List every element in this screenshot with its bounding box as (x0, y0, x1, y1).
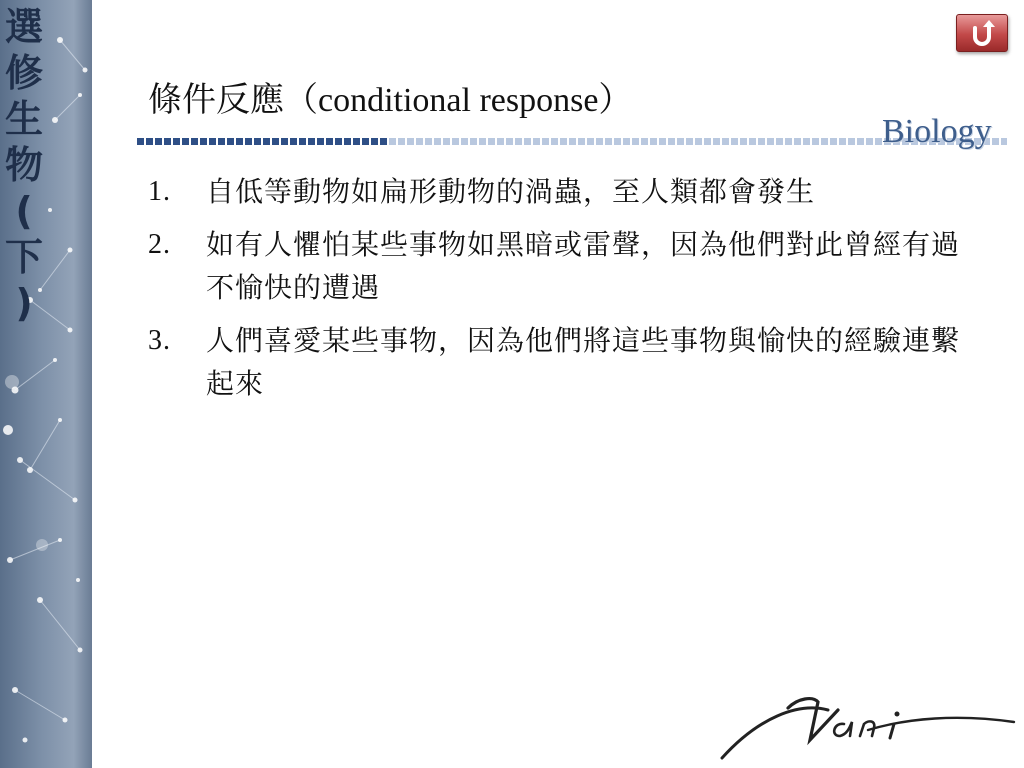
list-item-text: 自低等動物如扁形動物的渦蟲，至人類都會發生 (206, 175, 816, 208)
signature-logo (718, 688, 1018, 764)
list-item (148, 319, 978, 405)
u-turn-arrow-icon (968, 19, 996, 47)
list-item-number: 2. (148, 229, 171, 260)
title-divider (137, 137, 1007, 146)
slide-title: 條件反應（conditional response） (148, 82, 633, 119)
brand-biology: Biology (882, 113, 992, 150)
list-item-text: 人們喜愛某些事物，因為他們將這些事物與愉快的經驗連繫起來 (206, 324, 961, 400)
sidebar-title-char: ( (15, 189, 33, 233)
list-item (148, 223, 978, 309)
sidebar-title-char: 選 (4, 5, 43, 49)
sidebar-title-char: 生 (4, 97, 43, 141)
content-list (148, 170, 978, 415)
sidebar-title-char: 下 (4, 235, 43, 279)
sidebar-course-title (0, 4, 48, 326)
list-item-text: 如有人懼怕某些事物如黑暗或雷聲，因為他們對此曾經有過不愉快的遭遇 (206, 228, 961, 304)
sidebar-title-char: 修 (4, 51, 43, 95)
list-item-number: 1. (148, 176, 171, 207)
list-item-number: 3. (148, 325, 171, 356)
list-item (148, 170, 978, 213)
sidebar-title-char: ) (15, 281, 33, 325)
home-button[interactable] (956, 14, 1008, 52)
sidebar-title-char: 物 (4, 143, 43, 187)
side-strip (0, 0, 92, 768)
